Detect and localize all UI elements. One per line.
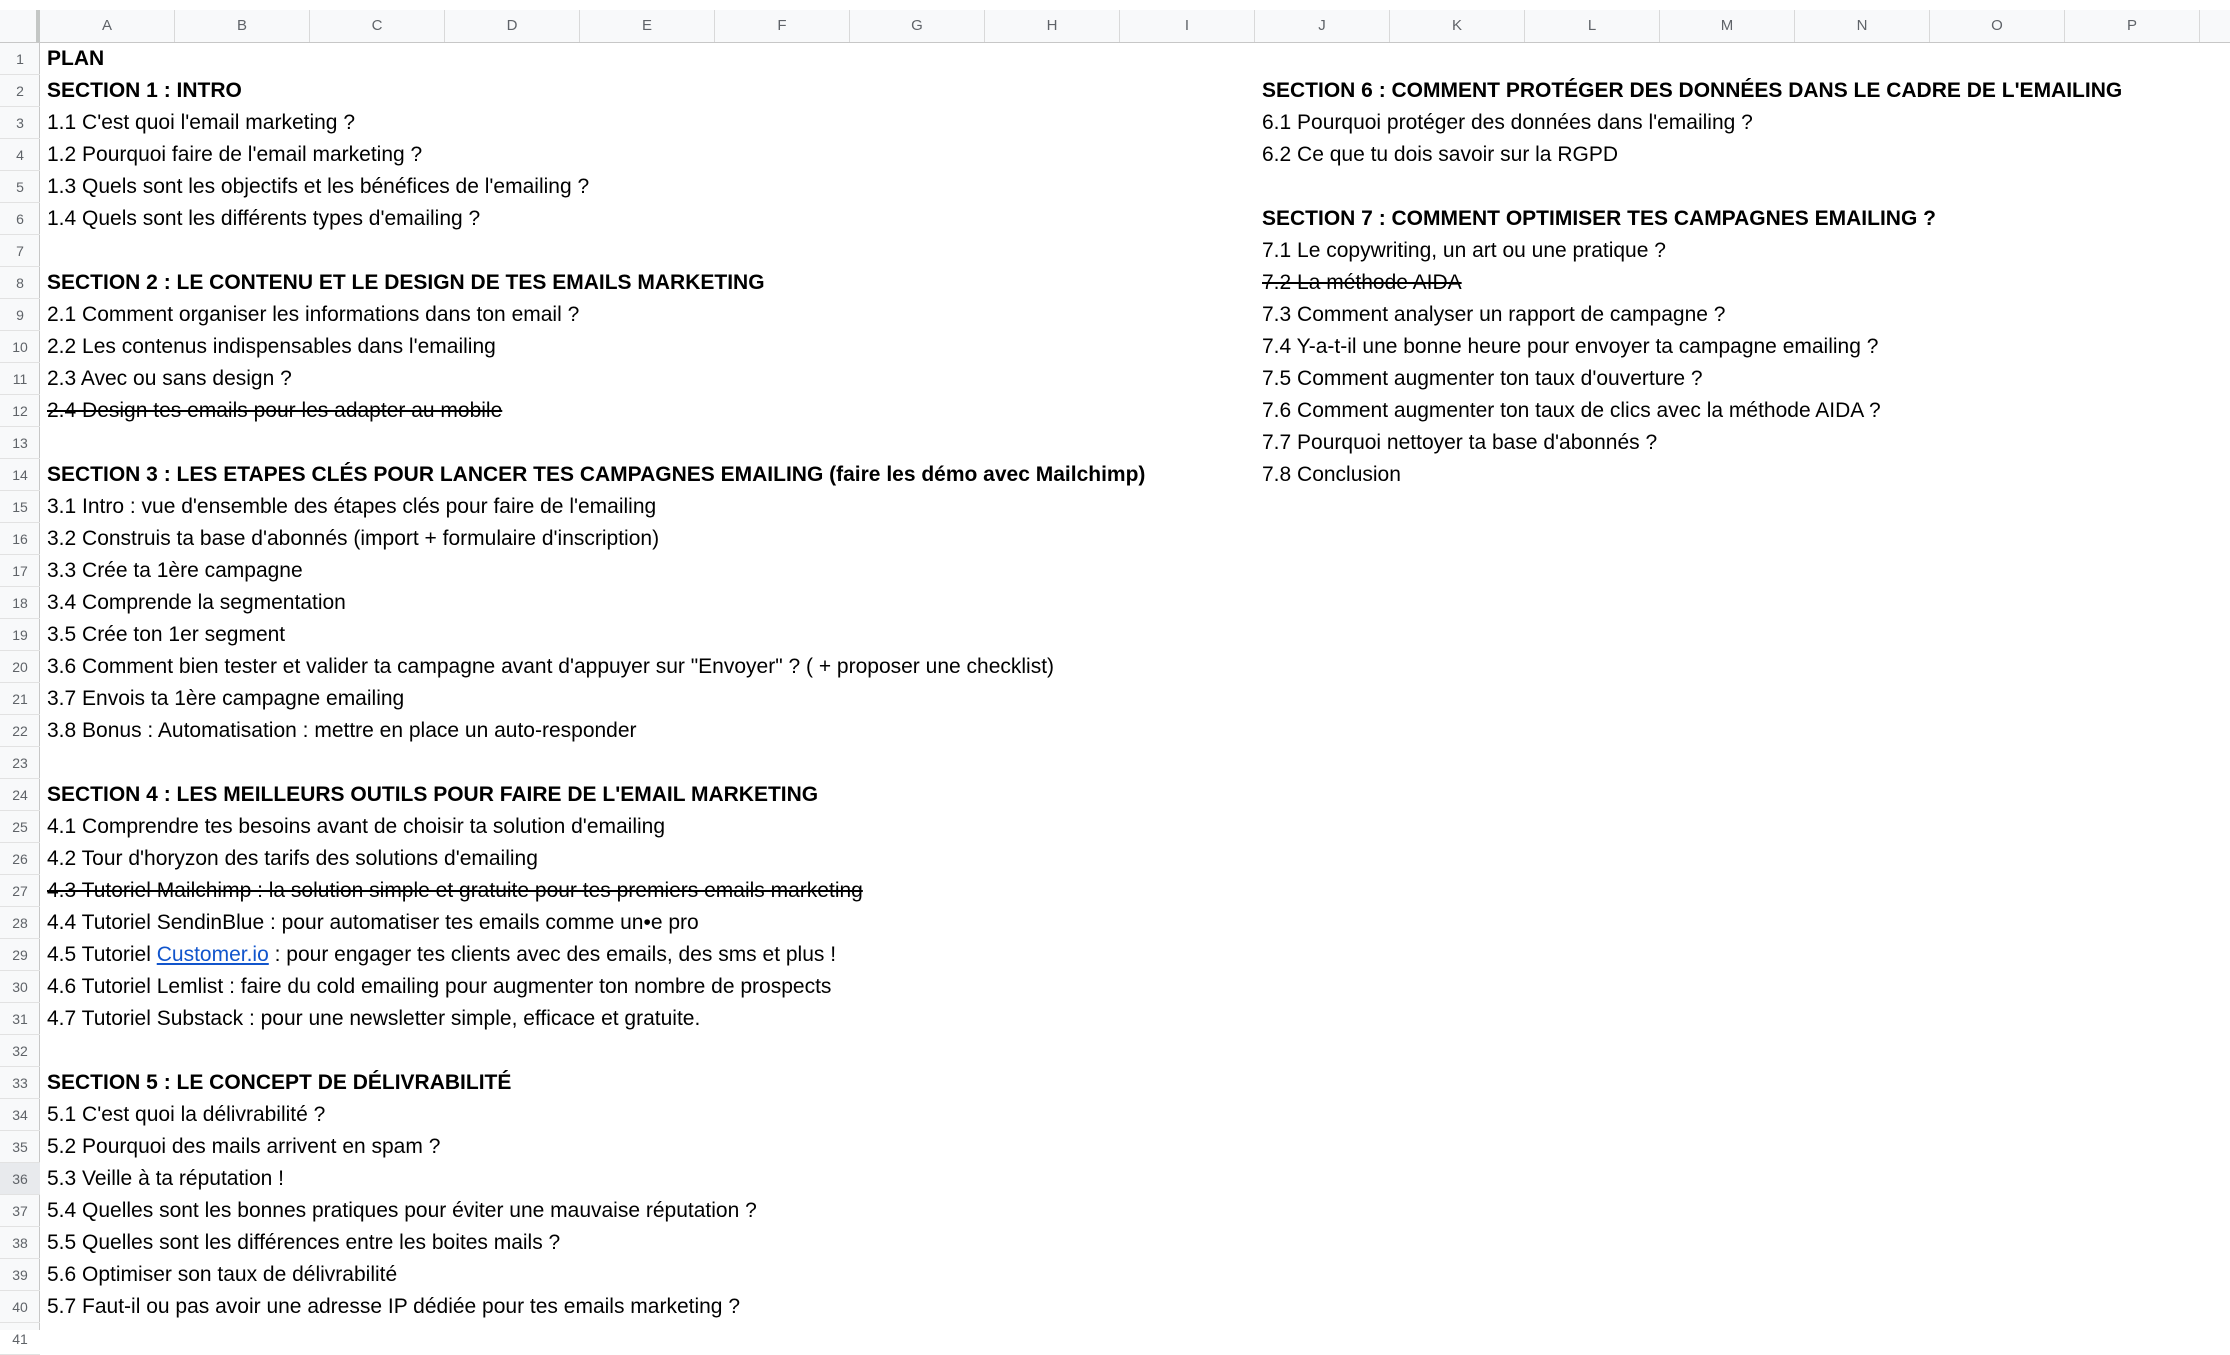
row-header-12[interactable]: 12	[0, 395, 40, 427]
row-header-32[interactable]: 32	[0, 1035, 40, 1067]
row-header-37[interactable]: 37	[0, 1195, 40, 1227]
column-header-f[interactable]: F	[715, 10, 850, 42]
cell-a39[interactable]: 5.6 Optimiser son taux de délivrabilité	[47, 1263, 398, 1286]
column-header-e[interactable]: E	[580, 10, 715, 42]
cell-a17[interactable]: 3.3 Crée ta 1ère campagne	[47, 559, 303, 582]
row-header-6[interactable]: 6	[0, 203, 40, 235]
row-header-31[interactable]: 31	[0, 1003, 40, 1035]
row-header-3[interactable]: 3	[0, 107, 40, 139]
column-header-i[interactable]: I	[1120, 10, 1255, 42]
row-header-19[interactable]: 19	[0, 619, 40, 651]
cell-a11[interactable]: 2.3 Avec ou sans design ?	[47, 367, 292, 390]
column-header-g[interactable]: G	[850, 10, 985, 42]
customer-io-link[interactable]: Customer.io	[156, 943, 269, 966]
row-header-36[interactable]: 36	[0, 1163, 40, 1195]
row-header-13[interactable]: 13	[0, 427, 40, 459]
row-header-9[interactable]: 9	[0, 299, 40, 331]
row-header-22[interactable]: 22	[0, 715, 40, 747]
column-header-k[interactable]: K	[1390, 10, 1525, 42]
cell-j13[interactable]: 7.7 Pourquoi nettoyer ta base d'abonnés ?	[1262, 431, 1658, 454]
cell-a29[interactable]	[47, 939, 836, 971]
select-all-corner[interactable]	[0, 10, 40, 42]
cell-a21[interactable]: 3.7 Envois ta 1ère campagne emailing	[47, 687, 405, 710]
cell-a25[interactable]: 4.1 Comprendre tes besoins avant de choisir ta solution d'emailing	[47, 815, 666, 838]
row-header-33[interactable]: 33	[0, 1067, 40, 1099]
cell-a35[interactable]: 5.2 Pourquoi des mails arrivent en spam ?	[47, 1135, 441, 1158]
row-header-27[interactable]: 27	[0, 875, 40, 907]
row-header-30[interactable]: 30	[0, 971, 40, 1003]
cell-a30[interactable]: 4.6 Tutoriel Lemlist : faire du cold emailing pour augmenter ton nombre de prospects	[47, 975, 832, 998]
cell-a38[interactable]: 5.5 Quelles sont les différences entre les boites mails ?	[47, 1231, 561, 1254]
cell-a10[interactable]: 2.2 Les contenus indispensables dans l'emailing	[47, 335, 496, 358]
cell-j12[interactable]: 7.6 Comment augmenter ton taux de clics avec la méthode AIDA ?	[1262, 399, 1881, 422]
column-header-bar	[0, 10, 2230, 43]
cell-a5[interactable]: 1.3 Quels sont les objectifs et les bénéfices de l'emailing ?	[47, 175, 590, 198]
column-header-m[interactable]: M	[1660, 10, 1795, 42]
cell-a15[interactable]: 3.1 Intro : vue d'ensemble des étapes clés pour faire de l'emailing	[47, 495, 657, 518]
cell-j10[interactable]: 7.4 Y-a-t-il une bonne heure pour envoyer ta campagne emailing ?	[1262, 335, 1879, 358]
cell-a33[interactable]: SECTION 5 : LE CONCEPT DE DÉLIVRABILITÉ	[47, 1071, 512, 1094]
row-header-40[interactable]: 40	[0, 1291, 40, 1323]
cell-a20[interactable]: 3.6 Comment bien tester et valider ta campagne avant d'appuyer sur "Envoyer" ? ( + proposer une checklist)	[47, 655, 1055, 678]
cell-a9[interactable]: 2.1 Comment organiser les informations dans ton email ?	[47, 303, 580, 326]
row-header-7[interactable]: 7	[0, 235, 40, 267]
column-header-c[interactable]: C	[310, 10, 445, 42]
cell-a22[interactable]: 3.8 Bonus : Automatisation : mettre en place un auto-responder	[47, 719, 637, 742]
cell-j2[interactable]: SECTION 6 : COMMENT PROTÉGER DES DONNÉES DANS LE CADRE DE L'EMAILING	[1262, 79, 2123, 102]
row-header-34[interactable]: 34	[0, 1099, 40, 1131]
cell-a18[interactable]: 3.4 Comprende la segmentation	[47, 591, 346, 614]
cell-j9[interactable]: 7.3 Comment analyser un rapport de campagne ?	[1262, 303, 1726, 326]
cell-j8[interactable]: 7.2 La méthode AIDA	[1262, 271, 1462, 294]
row-header-18[interactable]: 18	[0, 587, 40, 619]
column-header-o[interactable]: O	[1930, 10, 2065, 42]
cell-a40[interactable]: 5.7 Faut-il ou pas avoir une adresse IP dédiée pour tes emails marketing ?	[47, 1295, 740, 1318]
row-header-20[interactable]: 20	[0, 651, 40, 683]
cell-j7[interactable]: 7.1 Le copywriting, un art ou une pratique ?	[1262, 239, 1666, 262]
cell-a6[interactable]: 1.4 Quels sont les différents types d'emailing ?	[47, 207, 481, 230]
cell-j11[interactable]: 7.5 Comment augmenter ton taux d'ouverture ?	[1262, 367, 1703, 390]
row-header-25[interactable]: 25	[0, 811, 40, 843]
cell-a26[interactable]: 4.2 Tour d'horyzon des tarifs des solutions d'emailing	[47, 847, 538, 870]
cell-a3[interactable]: 1.1 C'est quoi l'email marketing ?	[47, 111, 355, 134]
row-header-39[interactable]: 39	[0, 1259, 40, 1291]
cell-a2[interactable]: SECTION 1 : INTRO	[47, 79, 242, 102]
cell-a1[interactable]: PLAN	[47, 47, 105, 70]
row-header-21[interactable]: 21	[0, 683, 40, 715]
row-header-14[interactable]: 14	[0, 459, 40, 491]
column-header-l[interactable]: L	[1525, 10, 1660, 42]
row-header-16[interactable]: 16	[0, 523, 40, 555]
row-header-bar	[0, 43, 40, 1347]
cell-j4[interactable]: 6.2 Ce que tu dois savoir sur la RGPD	[1262, 143, 1618, 166]
cell-a36[interactable]: 5.3 Veille à ta réputation !	[47, 1167, 284, 1190]
row-header-2[interactable]: 2	[0, 75, 40, 107]
column-header-a[interactable]: A	[40, 10, 175, 42]
row-header-5[interactable]: 5	[0, 171, 40, 203]
row-header-4[interactable]: 4	[0, 139, 40, 171]
cell-a37[interactable]: 5.4 Quelles sont les bonnes pratiques pour éviter une mauvaise réputation ?	[47, 1199, 757, 1222]
column-header-h[interactable]: H	[985, 10, 1120, 42]
column-header-n[interactable]: N	[1795, 10, 1930, 42]
row-header-11[interactable]: 11	[0, 363, 40, 395]
cell-a28[interactable]: 4.4 Tutoriel SendinBlue : pour automatiser tes emails comme un•e pro	[47, 911, 699, 934]
row-header-41[interactable]: 41	[0, 1323, 40, 1355]
cell-text-after: : pour engager tes clients avec des emails, des sms et plus !	[268, 943, 837, 966]
row-header-23[interactable]: 23	[0, 747, 40, 779]
row-header-8[interactable]: 8	[0, 267, 40, 299]
row-header-26[interactable]: 26	[0, 843, 40, 875]
row-header-15[interactable]: 15	[0, 491, 40, 523]
cell-j6[interactable]: SECTION 7 : COMMENT OPTIMISER TES CAMPAGNES EMAILING ?	[1262, 207, 1936, 230]
cell-a4[interactable]: 1.2 Pourquoi faire de l'email marketing ?	[47, 143, 423, 166]
column-header-d[interactable]: D	[445, 10, 580, 42]
cell-a8[interactable]: SECTION 2 : LE CONTENU ET LE DESIGN DE TES EMAILS MARKETING	[47, 271, 765, 294]
cell-a24[interactable]: SECTION 4 : LES MEILLEURS OUTILS POUR FAIRE DE L'EMAIL MARKETING	[47, 783, 819, 806]
column-header-j[interactable]: J	[1255, 10, 1390, 42]
column-header-b[interactable]: B	[175, 10, 310, 42]
cell-a31[interactable]: 4.7 Tutoriel Substack : pour une newsletter simple, efficace et gratuite.	[47, 1007, 701, 1030]
row-header-28[interactable]: 28	[0, 907, 40, 939]
row-header-10[interactable]: 10	[0, 331, 40, 363]
row-header-35[interactable]: 35	[0, 1131, 40, 1163]
cell-j14[interactable]: 7.8 Conclusion	[1262, 463, 1401, 486]
cell-a27[interactable]: 4.3 Tutoriel Mailchimp : la solution simple et gratuite pour tes premiers emails marketing	[47, 879, 863, 902]
cell-a16[interactable]: 3.2 Construis ta base d'abonnés (import + formulaire d'inscription)	[47, 527, 660, 550]
row-header-29[interactable]: 29	[0, 939, 40, 971]
row-header-1[interactable]: 1	[0, 43, 40, 75]
cell-a12[interactable]: 2.4 Design tes emails pour les adapter au mobile	[47, 399, 503, 422]
cell-grid[interactable]	[40, 43, 2230, 1330]
column-header-p[interactable]: P	[2065, 10, 2200, 42]
cell-a19[interactable]: 3.5 Crée ton 1er segment	[47, 623, 286, 646]
row-header-38[interactable]: 38	[0, 1227, 40, 1259]
cell-text-before: 4.5 Tutoriel	[47, 943, 157, 966]
cell-j3[interactable]: 6.1 Pourquoi protéger des données dans l'emailing ?	[1262, 111, 1753, 134]
row-header-24[interactable]: 24	[0, 779, 40, 811]
cell-a14[interactable]: SECTION 3 : LES ETAPES CLÉS POUR LANCER TES CAMPAGNES EMAILING (faire les démo avec Mailchimp)	[47, 463, 1146, 486]
row-header-17[interactable]: 17	[0, 555, 40, 587]
cell-a34[interactable]: 5.1 C'est quoi la délivrabilité ?	[47, 1103, 326, 1126]
